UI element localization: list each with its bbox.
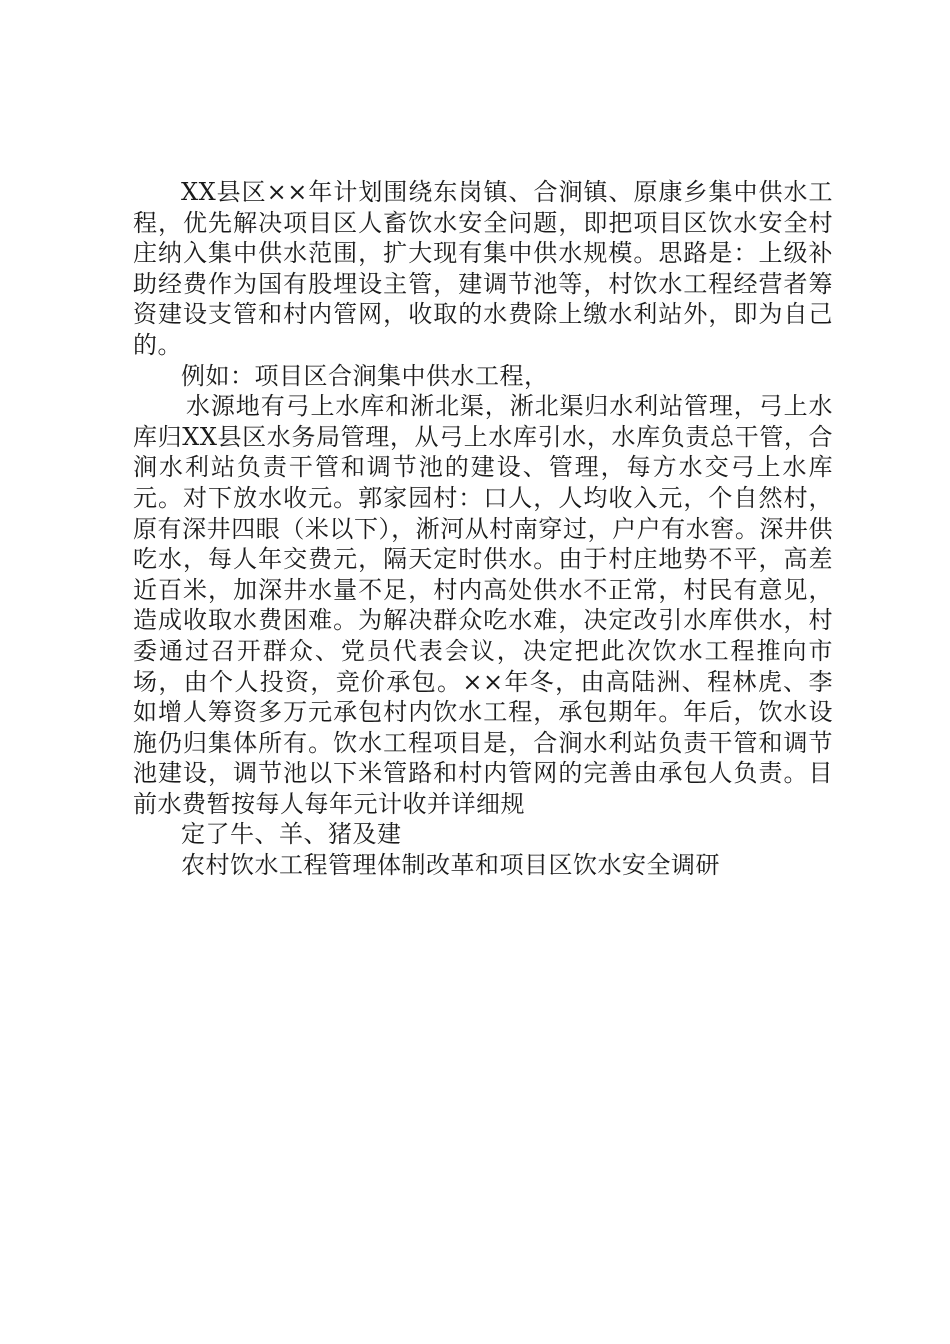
- paragraph-example: 例如：项目区合涧集中供水工程，: [181, 361, 549, 390]
- document-body: [133, 177, 833, 881]
- paragraph-continuation: 定了牛、羊、猪及建: [181, 820, 402, 849]
- paragraph-title: 农村饮水工程管理体制改革和项目区饮水安全调研: [181, 851, 720, 880]
- paragraph-water-source: 水源地有弓上水库和淅北渠，淅北渠归水利站管理，弓上水库归XX县区水务局管理，从弓上水库引水，水库负责总干管，合涧水利站负责干管和调节池的建设、管理，每方水交弓上水库元。对下放水收元。郭家园村：口人，人均收入元，个自然村，原有深井四眼（米以下），淅河从村南穿过，户户有水窖。深井供吃水，每人年交费元，隔天定时供水。由于村庄地势不平，高差近百米，加深井水量不足，村内高处供水不正常，村民有意见，造成收取水费困难。为解决群众吃水难，决定改引水库供水，村委通过召开群众、党员代表会议，决定把此次饮水工程推向市场，由个人投资，竞价承包。××年冬，由高陆洲、程林虎、李如增人筹资多万元承包村内饮水工程，承包期年。年后，饮水设施仍归集体所有。饮水工程项目是，合涧水利站负责干管和调节池建设，调节池以下米管路和村内管网的完善由承包人负责。目前水费暂按每人每年元计收并详细规: [133, 392, 833, 818]
- paragraph-plan: XX县区××年计划围绕东岗镇、合涧镇、原康乡集中供水工程，优先解决项目区人畜饮水安全问题，即把项目区饮水安全村庄纳入集中供水范围，扩大现有集中供水规模。思路是：上级补助经费作为国有股埋设主管，建调节池等，村饮水工程经营者筹资建设支管和村内管网，收取的水费除上缴水利站外，即为自己的。: [133, 178, 833, 359]
